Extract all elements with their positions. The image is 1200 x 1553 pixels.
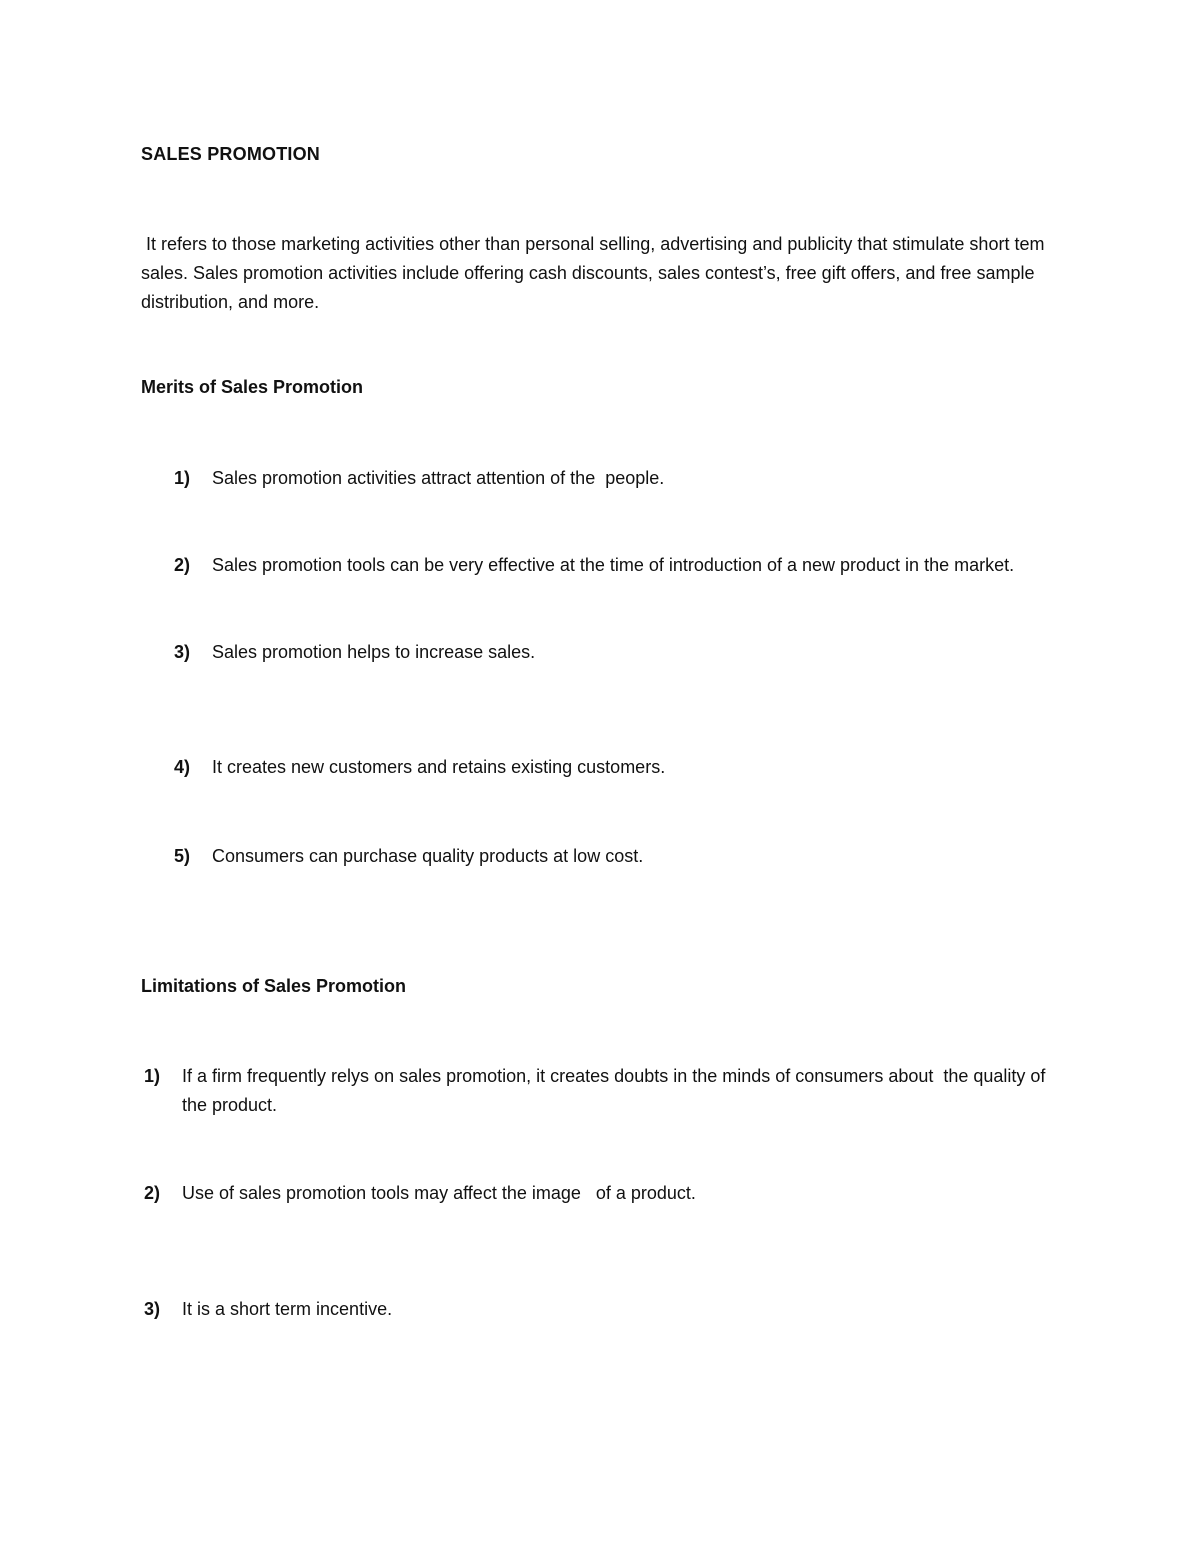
- list-item-text: Sales promotion tools can be very effective at the time of introduction of a new product in the market.: [212, 555, 1015, 575]
- list-item-text: It creates new customers and retains existing customers.: [212, 757, 666, 777]
- list-item-text: Consumers can purchase quality products at low cost.: [212, 846, 644, 866]
- list-item-number: 3): [144, 1299, 161, 1319]
- list-item-number: 3): [174, 642, 191, 662]
- list-item-text: If a firm frequently relys on sales promotion, it creates doubts in the minds of consumers about the quality of the product.: [182, 1066, 1051, 1115]
- limitations-heading: Limitations of Sales Promotion: [141, 976, 407, 996]
- document-title: SALES PROMOTION: [141, 144, 321, 164]
- list-item-text: Sales promotion activities attract attention of the people.: [212, 468, 665, 488]
- merits-heading: Merits of Sales Promotion: [141, 377, 364, 397]
- list-item-number: 1): [174, 468, 191, 488]
- list-item-text: Sales promotion helps to increase sales.: [212, 642, 536, 662]
- list-item-number: 4): [174, 757, 191, 777]
- list-item-number: 2): [174, 555, 191, 575]
- list-item-number: 2): [144, 1183, 161, 1203]
- list-item-text: Use of sales promotion tools may affect the image of a product.: [182, 1183, 696, 1203]
- list-item-number: 1): [144, 1066, 161, 1086]
- list-item-text: It is a short term incentive.: [182, 1299, 393, 1319]
- intro-paragraph: It refers to those marketing activities other than personal selling, advertising and publicity that stimulate short tem sales. Sales promotion activities include offering cash discounts, sales contest’s, free gift offers, and free sample distribution, and more.: [141, 234, 1050, 312]
- list-item-number: 5): [174, 846, 191, 866]
